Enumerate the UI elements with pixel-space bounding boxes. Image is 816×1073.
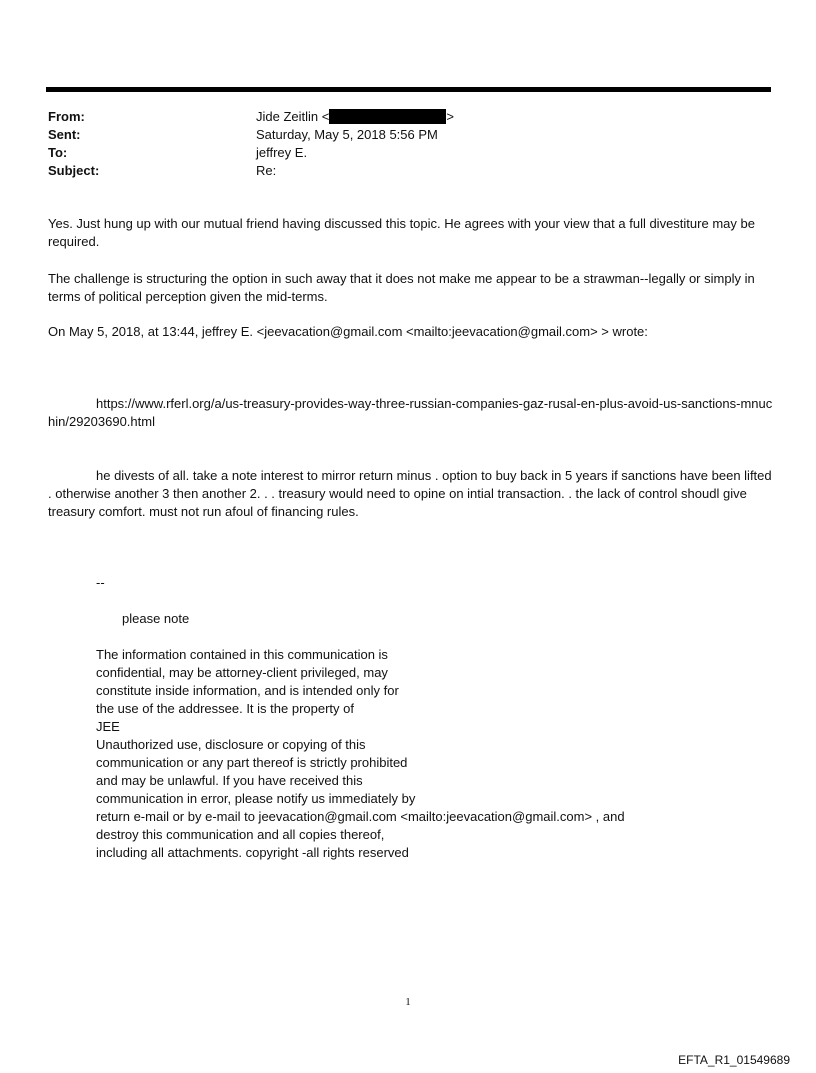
page-number: 1 — [405, 996, 411, 1008]
from-close: > — [446, 109, 454, 124]
disclaimer-line: and may be unlawful. If you have received this — [96, 773, 363, 788]
disclaimer-line: confidential, may be attorney-client privileged, may — [96, 665, 388, 680]
header-rule — [46, 87, 771, 92]
subject-value: Re: — [256, 163, 277, 178]
disclaimer-line: return e-mail or by e-mail to jeevacation@gmail.com <mailto:jeevacation@gmail.com> , and — [96, 809, 625, 824]
please-note: please note — [122, 611, 190, 626]
disclaimer-line: constitute inside information, and is intended only for — [96, 683, 399, 698]
disclaimer-line: JEE — [96, 719, 120, 734]
from-value — [256, 108, 454, 126]
from-name: Jide Zeitlin < — [256, 109, 330, 124]
redaction-box — [329, 109, 446, 124]
subject-label: Subject: — [48, 163, 100, 178]
body-paragraph-1: Yes. Just hung up with our mutual friend having discussed this topic. He agrees with your view that a full divestiture may be required. — [48, 216, 755, 249]
from-label: From: — [48, 109, 85, 124]
quoted-message: he divests of all. take a note interest to mirror return minus . option to buy back in 5 years if sanctions have been lifted . otherwise another 3 then another 2. . . treasury would need to opine on intial transaction. . the lack of control shoudl give treasury comfort. must not run afoul of financing rules. — [48, 468, 772, 519]
article-link[interactable]: https://www.rferl.org/a/us-treasury-provides-way-three-russian-companies-gaz-rusal-en-plus-avoid-us-sanctions-mnuchin/29203690.html — [48, 396, 773, 429]
to-value: jeffrey E. — [256, 145, 308, 160]
quoted-header: On May 5, 2018, at 13:44, jeffrey E. <jeevacation@gmail.com <mailto:jeevacation@gmail.com> > wrote: — [48, 324, 648, 339]
disclaimer-line: destroy this communication and all copies thereof, — [96, 827, 385, 842]
disclaimer-line: Unauthorized use, disclosure or copying of this — [96, 737, 366, 752]
disclaimer-block — [96, 646, 716, 862]
disclaimer-line: communication or any part thereof is strictly prohibited — [96, 755, 408, 770]
disclaimer-line: the use of the addressee. It is the property of — [96, 701, 354, 716]
disclaimer-line: The information contained in this communication is — [96, 647, 388, 662]
to-label: To: — [48, 145, 68, 160]
sent-label: Sent: — [48, 127, 81, 142]
disclaimer-line: including all attachments. copyright -all rights reserved — [96, 845, 409, 860]
separator: -- — [96, 575, 105, 590]
disclaimer-line: communication in error, please notify us immediately by — [96, 791, 416, 806]
body-paragraph-2: The challenge is structuring the option in such away that it does not make me appear to be a strawman--legally or simply in terms of political perception given the mid-terms. — [48, 271, 755, 304]
document-id: EFTA_R1_01549689 — [678, 1053, 790, 1067]
sent-value: Saturday, May 5, 2018 5:56 PM — [256, 127, 438, 142]
